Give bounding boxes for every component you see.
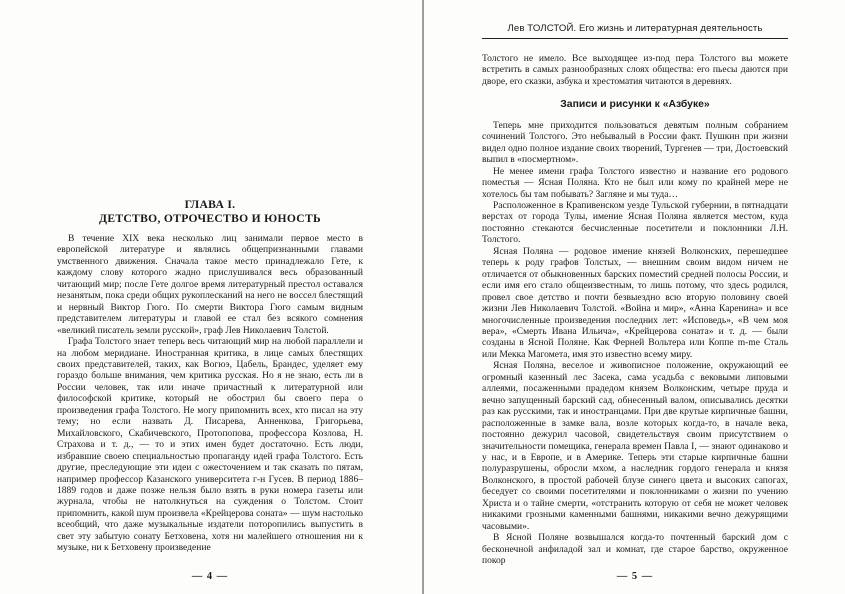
paragraph: Графа Толстого знает теперь весь читающий мир на любой параллели и на любом меридиане. Иностранная критика, в лице самых блестящих своих представителей, таких, как Вогюэ, Цабель, Брандес, уделяет ему гораздо больше внимания, чем критика русская. Но я не знаю, есть ли в России человек, так или иначе причастный к литературной или философской критике, который не обострил бы своего пера о произведения графа Толстого. Не могу припомнить всех, кто писал на эту тему; но если назвать Д. Писарева, Анненкова, Григорьева, Михайловского, Скабичевского, Протопопова, профессора Козлова, Н. Страхова и т. д., — то и этих имен будет достаточно. Есть люди, избравшие своею специальностью пропаганду идей графа Толстого. Есть другие, преследующие эти идеи с ожесточением и так сказать по пятам, например профессор Казанского университета г-н Гусев. В период 1886–1889 годов и даже позже нельзя было взять в руки номера газеты или журнала, чтобы не натолкнуться на суждения о Толстом. Стоит припомнить, какой шум произвела «Крейцерова соната» — шум настолько всеобщий, что даже музыкальные издатели поторопились выпустить в свет эту забытую сонату Бетховена, хотя ни малейшего отношения ни к музыке, ни к Бетховену произведение <box>57 336 363 554</box>
right-body-text <box>482 53 788 566</box>
left-page <box>0 0 422 594</box>
paragraph: Расположенное в Крапивенском уезде Тульской губернии, в пятнадцати верстах от города Тулы, имение Ясная Поляна является местом, куда постоянно стекаются бесчисленные посетители и поклонники Л.Н. Толстого. <box>482 199 788 246</box>
paragraph: Ясная Поляна — родовое имение князей Волконских, перешедшее теперь к роду графов Толстых, — внешним своим видом ничем не отличается от обыкновенных барских поместий средней полосы России, и если имя его стало общеизвестным, то лишь потому, что здесь родился, провел свое детство и почти безвыездно всю вторую половину своей жизни Лев Николаевич Толстой. «Война и мир», «Анна Каренина» и все многочисленные произведения последних лет: «Исповедь», «В чем моя вера», «Смерть Ивана Ильича», «Крейцерова соната» и т. д. — были созданы в Ясной Поляне. Как Ферней Вольтера или Коппе m-me Сталь или Мекка Магомета, имя это известно всему миру. <box>482 245 788 360</box>
chapter-number: ГЛАВА I. <box>184 198 236 211</box>
page-number-right: — 5 — <box>616 571 654 582</box>
paragraph: В течение XIX века несколько лиц занимали первое место в европейской литературе и являлись общепризнанными главами умственного движения. Сначала такое место принадлежало Гете, к каждому слову которого жадно прислушивался весь образованный читающий мир; после Гете долгое время литературный престол оставался незанятым, пока среди общих рукоплесканий на него не воссел блестящий и нервный Виктор Гюго. По смерти Виктора Гюго самым видным представителем литературы и главой ее стал без всякого сомнения «великий писатель земли русской», граф Лев Николаевич Толстой. <box>57 233 363 336</box>
paragraph: В Ясной Поляне возвышался когда-то почтенный барский дом с бесконечной анфиладой зал и комнат, где старое барство, окруженное покор <box>482 532 788 567</box>
paragraph: Ясная Поляна, веселое и живописное положение, окружающий ее огромный казенный лес Засека, сама усадьба с вековыми липовыми аллеями, посаженными прадедом князем Волконским, четыре пруда и вечно запущенный барский сад, обнесенный валом, описывались десятки раз как русскими, так и иностранцами. При две крутые кирпичные башни, расположенные в замке вала, возле которых когда-то, в начале века, постоянно дежурил часовой, свидетельствуя своим присутствием о значительности помещика, генерала времен Павла I, — знают одинаково и у нас, и в Европе, и в Америке. Теперь эти старые кирпичные башни полуразрушены, обросли мхом, а наследник гордого генерала и князя Волконского, в простой рабочей блузе синего цвета и высоких сапогах, беседует со своими посетителями и поклонниками о жизни по учению Христа и о тайне смерти, «отстранить которую от себя не может человек никакими грозными каменными башнями, никакими вечно дежурящими часовыми». <box>482 360 788 532</box>
paragraph: Не менее имени графа Толстого известно и название его родового поместья — Ясная Поляна. Кто не был или кому по крайней мере не хотелось бы там побывать? Загляне и мы туда… <box>482 165 788 200</box>
paragraph: Теперь мне приходится пользоваться девятым полным собранием сочинений Толстого. Это небывалый в России факт. Пушкин при жизни видел одно полное издание своих творений, Тургенев — три, Достоевский выпил в «посмертном». <box>482 119 788 166</box>
chapter-heading <box>57 198 363 225</box>
section-heading: Записи и рисунки к «Азбуке» <box>560 99 710 111</box>
left-body-text <box>57 233 363 554</box>
paragraph-continuation: Толстого не имело. Все выходящее из-под пера Толстого вы можете встретить в самых разнообразных слоях общества: его пьесы даются при дворе, его сказки, азбука и хрестоматия читаются в деревнях. <box>482 53 788 87</box>
chapter-title: ДЕТСТВО, ОТРОЧЕСТВО И ЮНОСТЬ <box>99 211 321 225</box>
right-page <box>424 0 845 594</box>
running-head: Лев ТОЛСТОЙ. Его жизнь и литературная деятельность <box>482 23 788 39</box>
page-number-left: — 4 — <box>191 571 229 582</box>
